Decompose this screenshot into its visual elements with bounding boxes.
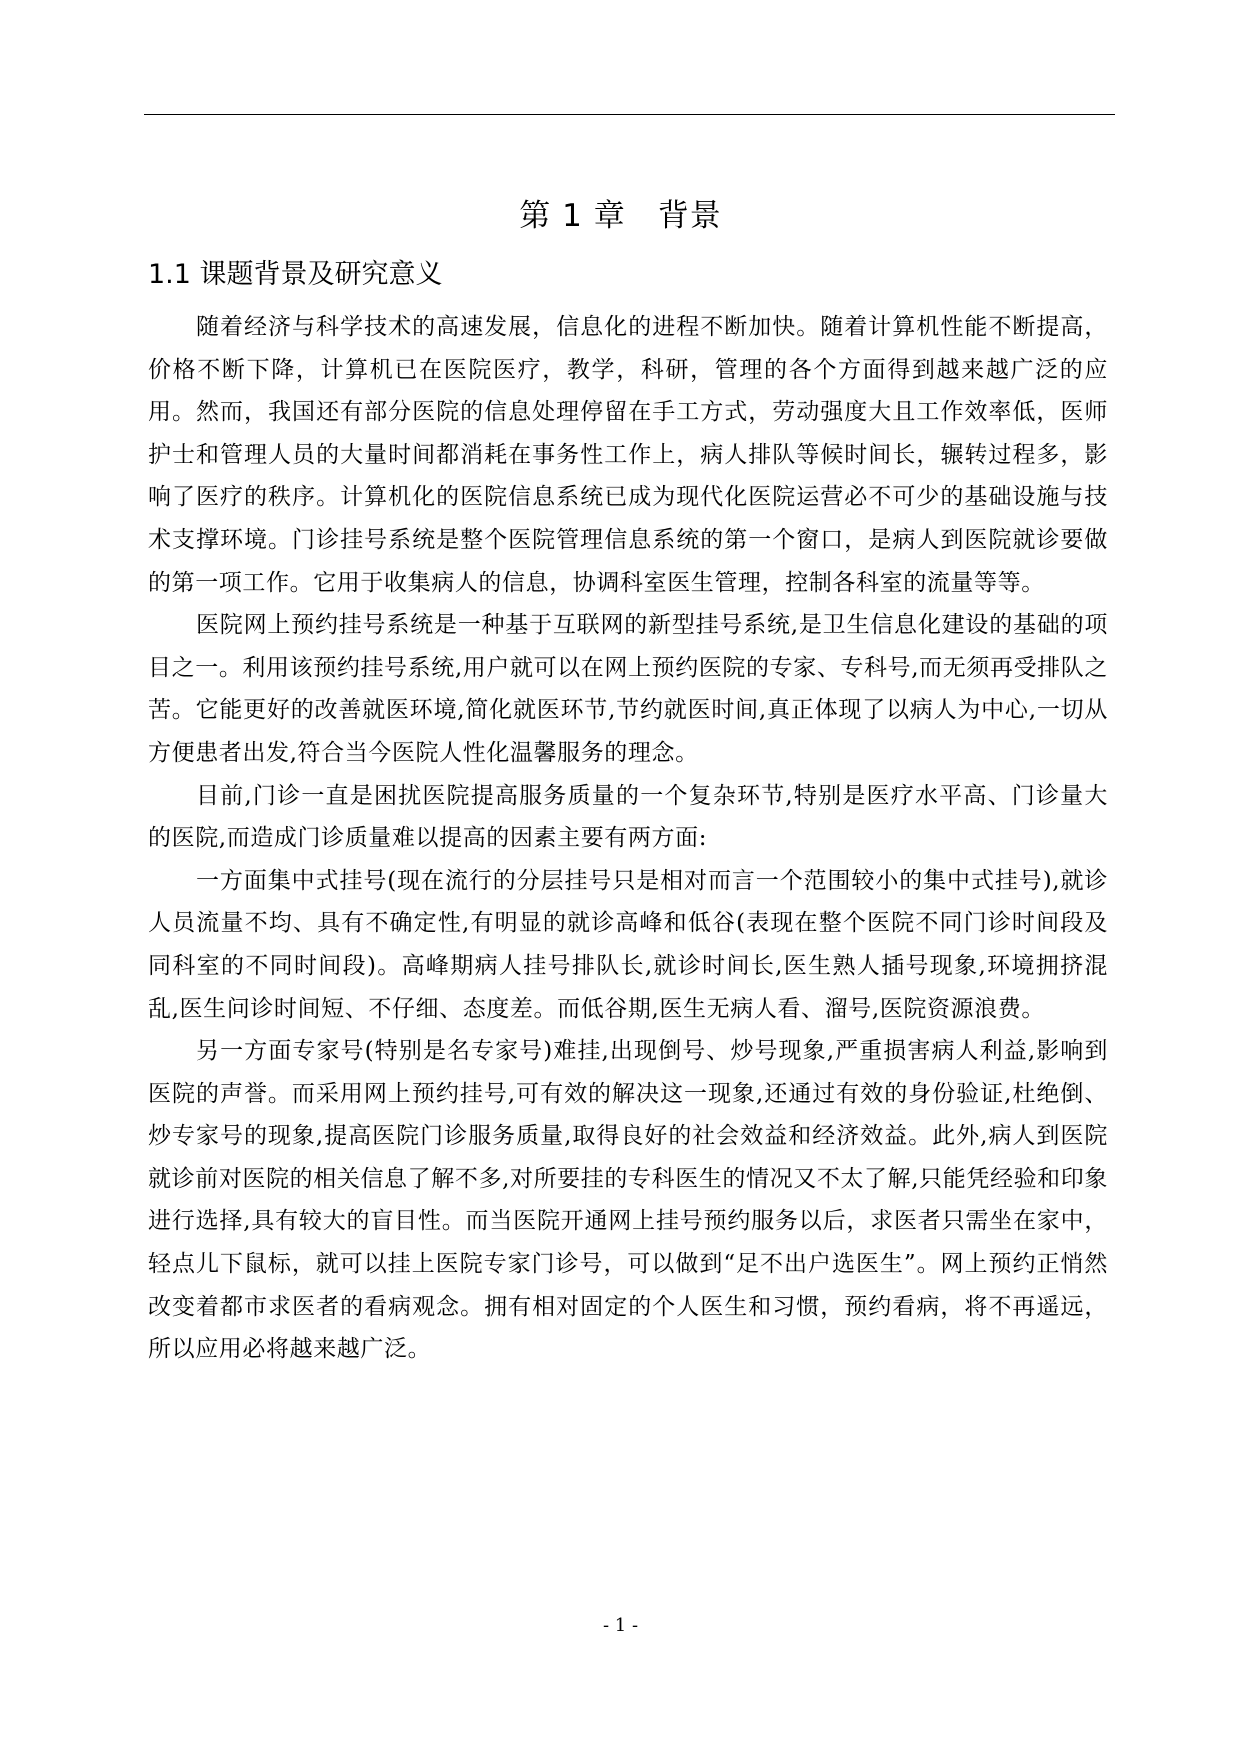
paragraph: 一方面集中式挂号(现在流行的分层挂号只是相对而言一个范围较小的集中式挂号),就诊人员流量不均、具有不确定性,有明显的就诊高峰和低谷(表现在整个医院不同门诊时间段及同科室的不同时间段)。高峰期病人挂号排队长,就诊时间长,医生熟人插号现象,环境拥挤混乱,医生问诊时间短、不仔细、态度差。而低谷期,医生无病人看、溜号,医院资源浪费。 [148, 867, 1108, 1022]
paragraph: 目前,门诊一直是困扰医院提高服务质量的一个复杂环节,特别是医疗水平高、门诊量大的医院,而造成门诊质量难以提高的因素主要有两方面: [148, 782, 1108, 852]
paragraph: 随着经济与科学技术的高速发展，信息化的进程不断加快。随着计算机性能不断提高，价格不断下降，计算机已在医院医疗，教学，科研，管理的各个方面得到越来越广泛的应用。然而，我国还有部分医院的信息处理停留在手工方式，劳动强度大且工作效率低，医师护士和管理人员的大量时间都消耗在事务性工作上，病人排队等候时间长，辗转过程多，影响了医疗的秩序。计算机化的医院信息系统已成为现代化医院运营必不可少的基础设施与技术支撑环境。门诊挂号系统是整个医院管理信息系统的第一个窗口，是病人到医院就诊要做的第一项工作。它用于收集病人的信息，协调科室医生管理，控制各科室的流量等等。 [148, 314, 1108, 596]
page-number: - 1 - [602, 1615, 639, 1636]
header-rule [144, 114, 1115, 115]
section-title: 1.1 课题背景及研究意义 [148, 259, 443, 290]
chapter-title: 第 1 章 背景 [519, 198, 722, 234]
body-text [148, 306, 1108, 1371]
paragraph: 另一方面专家号(特别是名专家号)难挂,出现倒号、炒号现象,严重损害病人利益,影响到医院的声誉。而采用网上预约挂号,可有效的解决这一现象,还通过有效的身份验证,杜绝倒、炒专家号的现象,提高医院门诊服务质量,取得良好的社会效益和经济效益。此外,病人到医院就诊前对医院的相关信息了解不多,对所要挂的专科医生的情况又不太了解,只能凭经验和印象进行选择,具有较大的盲目性。而当医院开通网上挂号预约服务以后，求医者只需坐在家中，轻点儿下鼠标，就可以挂上医院专家门诊号，可以做到“足不出户选医生”。网上预约正悄然改变着都市求医者的看病观念。拥有相对固定的个人医生和习惯，预约看病，将不再遥远，所以应用必将越来越广泛。 [148, 1038, 1108, 1363]
paragraph: 医院网上预约挂号系统是一种基于互联网的新型挂号系统,是卫生信息化建设的基础的项目之一。利用该预约挂号系统,用户就可以在网上预约医院的专家、专科号,而无须再受排队之苦。它能更好的改善就医环境,简化就医环节,节约就医时间,真正体现了以病人为中心,一切从方便患者出发,符合当今医院人性化温馨服务的理念。 [148, 612, 1108, 766]
